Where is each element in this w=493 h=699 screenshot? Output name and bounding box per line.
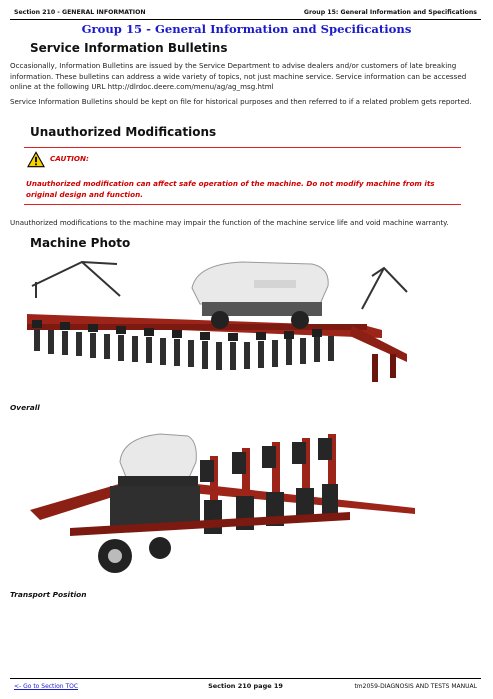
machine-photo-heading: Machine Photo (30, 236, 131, 250)
manual-id: tm2059-DIAGNOSIS AND TESTS MANUAL (354, 683, 477, 690)
group-title: Group 15 - General Information and Specifications (81, 22, 412, 36)
page-number: Section 210 page 19 (208, 682, 283, 690)
caption-transport: Transport Position (10, 590, 87, 599)
caution-box (24, 147, 461, 205)
unauthorized-paragraph: Unauthorized modifications to the machine may impair the function of the machine service life and void machine warranty. (10, 218, 449, 227)
header-section-label: Section 210 - GENERAL INFORMATION (14, 9, 146, 16)
caution-text: Unauthorized modification can affect safe operation of the machine. Do not modify machine from its original design and function. (26, 179, 435, 199)
page-header (10, 6, 481, 20)
page-footer (10, 678, 481, 694)
caution-label: CAUTION: (50, 154, 89, 163)
go-to-toc-link[interactable]: <- Go to Section TOC (14, 683, 79, 690)
unauthorized-heading: Unauthorized Modifications (30, 125, 217, 139)
sib-heading: Service Information Bulletins (30, 41, 228, 55)
caution-top-rule (24, 147, 461, 148)
caption-overall: Overall (10, 403, 40, 412)
planter-transport-photo (10, 420, 415, 582)
planter-overall-photo (22, 254, 412, 394)
warning-triangle-icon (27, 151, 45, 168)
sib-paragraph-2: Service Information Bulletins should be kept on file for historical purposes and then referred to if a related problem gets reported. (10, 97, 472, 106)
sib-paragraph-1: Occasionally, Information Bulletins are issued by the Service Department to advise dealers and/or customers of late breaking information. These bulletins can address a wide variety of topics, not just machine service. Service information can be accessed online at the following URL http://dlrdoc.deere.com/menu/ag/ag_msg.html (10, 61, 467, 91)
header-group-label: Group 15: General Information and Specifications (303, 9, 477, 16)
caution-bottom-rule (24, 204, 461, 205)
